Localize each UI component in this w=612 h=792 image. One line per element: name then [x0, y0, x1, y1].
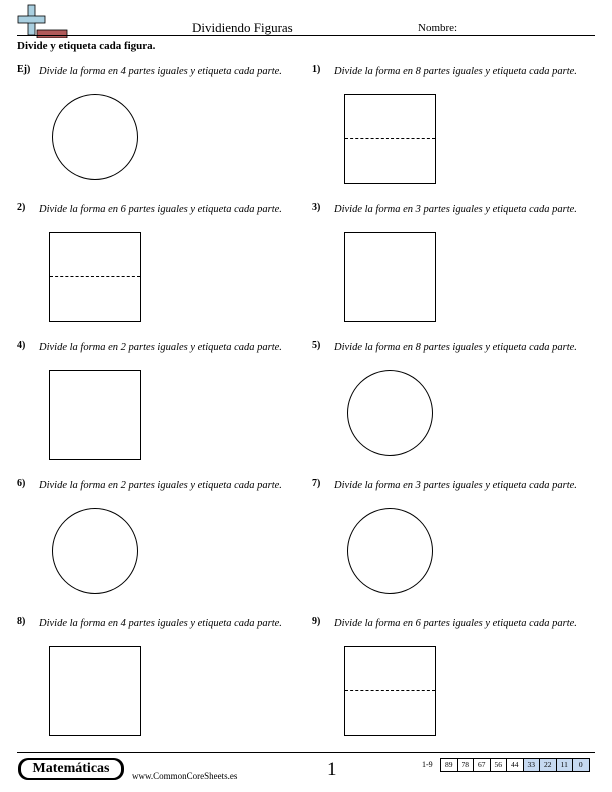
square-shape: [344, 232, 436, 322]
problem-number: 1): [312, 64, 321, 75]
name-label: Nombre:: [418, 22, 458, 34]
problem-number: 2): [17, 202, 26, 213]
problem-text: Divide la forma en 6 partes iguales y etiqueta cada parte.: [39, 204, 282, 215]
footer-divider: [17, 752, 595, 753]
problem-number: 6): [17, 478, 26, 489]
square-shape: [49, 370, 141, 460]
score-cell: 22: [539, 758, 557, 772]
score-cell: 89: [440, 758, 458, 772]
problem-number: 3): [312, 202, 321, 213]
score-cell: 44: [506, 758, 524, 772]
score-cell: 0: [572, 758, 590, 772]
problem-number: 9): [312, 616, 321, 627]
header-divider: [17, 35, 595, 36]
problem-number: 8): [17, 616, 26, 627]
problem-2: [17, 202, 302, 337]
problem-1: [312, 64, 597, 199]
circle-shape: [52, 94, 138, 180]
score-cell: 56: [490, 758, 508, 772]
problem-text: Divide la forma en 8 partes iguales y etiqueta cada parte.: [334, 66, 577, 77]
page-number: 1: [327, 759, 337, 780]
problem-text: Divide la forma en 4 partes iguales y etiqueta cada parte.: [39, 66, 282, 77]
website-url: www.CommonCoreSheets.es: [132, 771, 238, 781]
problem-5: [312, 340, 597, 475]
instructions: Divide y etiqueta cada figura.: [17, 40, 156, 52]
problem-number: 4): [17, 340, 26, 351]
problem-text: Divide la forma en 2 partes iguales y etiqueta cada parte.: [39, 342, 282, 353]
problem-4: [17, 340, 302, 475]
score-cell: 33: [523, 758, 541, 772]
problem-9: [312, 616, 597, 751]
score-table: [441, 758, 590, 772]
problem-number: 7): [312, 478, 321, 489]
problem-number: Ej): [17, 64, 31, 75]
score-cell: 11: [556, 758, 574, 772]
problem-text: Divide la forma en 6 partes iguales y etiqueta cada parte.: [334, 618, 577, 629]
problem-number: 5): [312, 340, 321, 351]
score-cell: 67: [473, 758, 491, 772]
brand-badge: [18, 758, 124, 780]
square-shape: [344, 646, 436, 736]
score-cell: 78: [457, 758, 475, 772]
problem-8: [17, 616, 302, 751]
brand-label: Matemáticas: [21, 760, 121, 778]
problem-example: [17, 64, 302, 199]
problem-text: Divide la forma en 3 partes iguales y etiqueta cada parte.: [334, 480, 577, 491]
dashed-guide-line: [50, 276, 140, 277]
circle-shape: [347, 370, 433, 456]
problem-6: [17, 478, 302, 613]
square-shape: [49, 646, 141, 736]
problem-3: [312, 202, 597, 337]
dashed-guide-line: [345, 690, 435, 691]
problem-text: Divide la forma en 2 partes iguales y etiqueta cada parte.: [39, 480, 282, 491]
problem-text: Divide la forma en 8 partes iguales y etiqueta cada parte.: [334, 342, 577, 353]
problem-7: [312, 478, 597, 613]
problem-text: Divide la forma en 3 partes iguales y etiqueta cada parte.: [334, 204, 577, 215]
page-title: Dividiendo Figuras: [192, 20, 293, 35]
circle-shape: [52, 508, 138, 594]
square-shape: [344, 94, 436, 184]
score-range: 1-9: [422, 760, 433, 769]
plus-logo-icon: [17, 4, 69, 38]
circle-shape: [347, 508, 433, 594]
problem-text: Divide la forma en 4 partes iguales y etiqueta cada parte.: [39, 618, 282, 629]
dashed-guide-line: [345, 138, 435, 139]
square-shape: [49, 232, 141, 322]
